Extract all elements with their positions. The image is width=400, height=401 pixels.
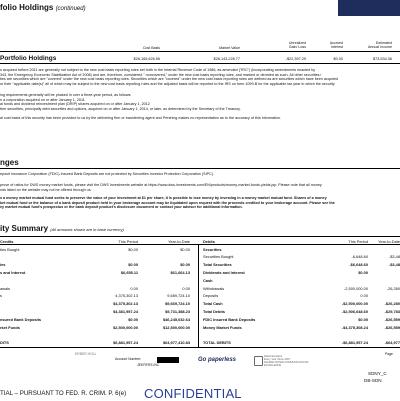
debits-row-ytd: -$3,48 [388,254,400,260]
debits-row-label: Cash [203,277,213,283]
col-unrealized [270,41,306,49]
credits-row-ytd: 0.00 [182,285,190,291]
debits-row-this-period: -$2,506,648.60 [341,308,368,314]
mmf-warning-3: ey market mutual fund's prospectus or the bank deposit product's disclosure document or contact your advisor for additional information. [0,205,243,209]
col-estimated [350,41,392,49]
debits-row-ytd: -$26,280 [384,301,400,307]
credits-row-label: awals [0,285,10,291]
holdings-rule-bottom [0,63,400,64]
debits-row-label: Total Debits [203,308,225,314]
debits-row-label: Total Securities [203,262,232,268]
credits-row-ytd: $61,664.13 [170,269,190,275]
go-paperless-logo: Go paperless [198,357,237,363]
credits-row-ytd: 9,669,724.10 [167,293,190,299]
debits-row-label: Total Cash [203,301,223,307]
page-label: Page [385,352,393,356]
cost-basis-note-3: ties are securities which are "covered" under the new cost basis reporting rules. Securities which are "covered" under the new cost basis reporting rules are defined as are securities which have been acquired [0,77,339,81]
phase-in-item-2: al funds and dividend reinvestment plan (DRIP) shares acquired on or after January 1, 2012 [0,102,150,106]
debits-row-this-period: -$6,648.60 [349,262,368,268]
footer-left-small: ERBER HOLL [75,352,97,356]
portfolio-holdings-label: Portfolio Holdings [0,55,57,62]
delivering-firm-note: al cost basis of this security has been provided to us by the delivering firm or transferring agent and Pershing makes no representation as to the accuracy of this information. [0,116,282,120]
debits-row-ytd: -$26,559 [384,316,400,322]
phase-in-item-3: ther securities, principally debt securities and options, acquired on or after January 1, 2014, or later, as determined by the Secretary of the Treasury. [0,106,241,111]
credits-this-period-header: This Period [118,238,138,244]
doc-id-1: SDNY_C [368,371,387,376]
debits-row-ytd: -$26,559 [384,324,400,330]
col-unrealized-line2: Gain/ Loss [288,45,306,50]
debits-row-this-period: -2,500,000.00 [343,285,368,291]
credits-row-label: DITS [0,340,9,346]
cost-basis-note-2: 343, the Emergency Economic Stabilization Act of 2008) and are, therefore, considered " noncovered," under the new cost basis reporting rules, and marked or denoted as such. All other securities i [0,72,322,77]
holdings-unrealized: -$22,397.29 [285,57,306,61]
debits-row-label: Dividends and Interest [203,269,245,275]
credits-row-label: ties Bought [0,246,20,252]
debits-row-ytd: -$3,48 [388,262,400,268]
page-subtitle: (continued) [55,6,86,12]
mmf-warning-2: ket mutual fund or the balance of a bank deposit product held in your brokerage account may be liquidated upon request with the proceeds credited to your brokerage account. Please see the [0,200,335,205]
debits-row-this-period: $0.00 [358,269,368,275]
holdings-cost-basis: $26,165,626.56 [133,57,160,61]
credits-row-this-period: $4,381,957.24 [113,308,138,314]
debits-row-label: Money Market Funds [203,324,242,330]
dalbar-line-2: Every Year Since 2007 [264,358,291,361]
debits-row-ytd: -$29,783 [384,308,400,314]
col-accrued-line2: Interest [331,45,343,50]
phase-in-note: ing requirements generally will be phased in over a three-year period, as follows: [0,93,132,97]
debits-ytd-header: Year-to-Date [378,238,400,244]
debits-row-this-period: 0.00 [360,293,368,299]
credits-row-ytd: $64,977,410.83 [162,340,190,346]
holdings-market-value: $26,143,228.77 [213,57,240,61]
debits-header: Debits [203,238,215,244]
holdings-rule-top [0,51,400,52]
debits-row-label: Deposits [203,293,219,299]
debits-row-label: Securities Bought [203,254,234,260]
dws-note-2: nds listed on the website may not be offered through us. [0,187,92,192]
holdings-estimated: $73,534.36 [372,57,392,61]
confidential-stamp: CONFIDENTIAL [144,386,242,401]
debits-row-ytd: -26,280 [386,285,400,291]
debits-row-this-period: $0.00 [358,316,368,322]
doc-id-2: DB-SDN [364,378,382,383]
cost-basis-note-4: or their "applicable date(s)" all of which may be subject to the new cost basis reporting rules and the adjusted basis will be reported to the IRS on form 1099-B for the applicable tax year in which the security [0,81,335,86]
credits-row-label: rket Funds [0,324,20,330]
activity-rule-bottom [0,347,400,348]
credits-ytd-header: Year-to-Date [168,238,190,244]
changes-heading: nges [0,158,19,167]
credits-row-label: ies [0,262,6,268]
debits-row-label: Withdrawals [203,285,225,291]
phase-in-item-1: n a corporation acquired on or after January 1, 2011 [0,97,85,102]
mmf-warning-1: s a money market mutual fund seeks to preserve the value of your investment at $1 per share, it is possible to lose money by investing in a money market mutual fund. Shares of a money [0,196,327,200]
debits-row-label: FDIC Insured Bank Deposits [203,316,256,322]
redacted-account-number [157,357,179,363]
credits-row-label: s and Interest [0,269,26,275]
credits-row-this-period: $4,375,302.13 [113,301,138,307]
credits-row-ytd: $46,245,032.64 [162,316,190,322]
account-number-label: Account Number: [115,357,142,361]
credits-row-ytd: $0.00 [180,246,190,252]
credits-row-label: s [0,293,2,299]
dws-note-1: prove of ratios for DWS money market funds, please visit the DWS Investments website at https://www.dws-investments.com/EN/products/money-market-funds-yields.jsp. Please note that all money [0,183,322,187]
credits-row-ytd: $9,731,388.23 [165,308,190,314]
col-estimated-line2: Annual Income [368,45,392,50]
col-unrealized-line1: Unrealized [288,41,306,45]
credits-row-this-period: $0.00 [128,246,138,252]
col-market-value: Market Value [219,46,240,50]
dalbar-text [264,355,308,367]
account-name: JEEPERS INC [137,363,160,367]
activity-rule-header [0,244,400,245]
dalbar-line-1: Rated Excellent [264,355,283,358]
credits-row-this-period: 4,375,302.13 [115,293,138,299]
col-cost-basis: Cost Basis [142,46,160,50]
debits-row-this-period: -$6,881,957.24 [341,340,368,346]
dalbar-seal-icon [254,356,263,366]
cost-basis-note-1: s acquired before 2011 are generally not subject to the new cost basis reporting rules set forth in the Internal Revenue Code of 1986, as amended ("IRC") (incorporating amendments enacted by [0,68,316,72]
changes-rule [0,168,400,169]
dalbar-line-3: DALBAR RATED COMMUNICATIONS [264,361,309,364]
credits-row-ytd: $0.00 [180,262,190,268]
credits-row-this-period: $2,500,000.00 [113,324,138,330]
credits-row-ytd: $12,500,000.00 [162,324,190,330]
debits-row-ytd: -$64,977 [384,340,400,346]
debits-row-label: TOTAL DEBITS [203,340,231,346]
debits-this-period-header: This Period [348,238,368,244]
debits-row-this-period: -$2,500,000.00 [341,301,368,307]
activity-summary-heading [0,224,124,233]
debits-row-this-period: -6,648.60 [351,254,368,260]
header-corner-block [338,0,400,16]
credits-header: Credits [0,238,14,244]
confidential-notice: TIAL – PURSUANT TO FED. R. CRIM. P. 6(e) [0,390,127,397]
credits-row-this-period: $6,881,957.24 [113,340,138,346]
page-title [0,3,86,12]
credits-row-this-period: 0.00 [130,285,138,291]
page-title-text: folio Holdings [0,3,54,12]
col-estimated-line1: Estimated [376,41,392,45]
activity-summary-subtitle: (All amounts shown are in base currency) [50,227,124,232]
credits-row-this-period: $6,655.11 [120,269,138,275]
credits-row-this-period: $0.00 [128,262,138,268]
col-accrued-line1: Accrued [329,41,343,45]
col-accrued [315,41,343,49]
debits-row-this-period: -$4,375,308.24 [341,324,368,330]
activity-column-divider [198,244,199,348]
fdic-note: eposit Insurance Corporation (FDIC)-Insured Bank Deposits are not protected by Securities Investor Protection Corporation (SIPC). [0,172,214,176]
credits-row-ytd: $9,669,724.10 [165,301,190,307]
credits-row-label: nsured Bank Deposits [0,316,42,322]
activity-summary-title: ity Summary [0,224,49,233]
holdings-accrued: $0.00 [333,57,343,61]
activity-rule-top [0,236,400,237]
debits-row-label: Securities [203,246,222,252]
credits-row-this-period: $0.00 [128,316,138,322]
dalbar-line-4: EXCELLENCE [264,364,282,367]
